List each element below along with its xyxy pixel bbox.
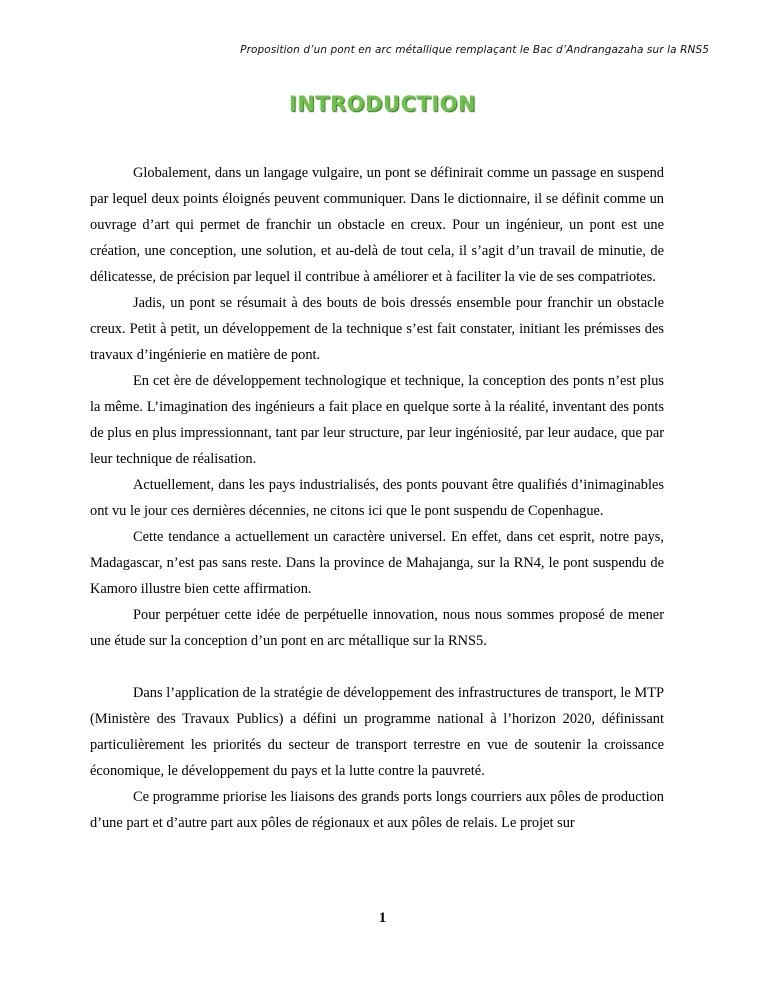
paragraph: Dans l’application de la stratégie de développement des infrastructures de transport, le MTP (Ministère des Travaux Publics) a défini un programme national à l’horizon 2020, définissant particulièrement les priorités du secteur de transport terrestre en vue de soutenir la croissance économique, le développement du pays et la lutte contre la pauvreté. bbox=[90, 685, 664, 779]
body-text bbox=[90, 160, 664, 836]
page-number: 1 bbox=[378, 910, 387, 926]
paragraph: Actuellement, dans les pays industrialisés, des ponts pouvant être qualifiés d’inimaginables ont vu le jour ces dernières décennies, ne citons ici que le pont suspendu de Copenhague. bbox=[90, 477, 664, 519]
paragraph: Jadis, un pont se résumait à des bouts de bois dressés ensemble pour franchir un obstacle creux. Petit à petit, un développement de la technique s’est fait constater, initiant les prémisses des travaux d’ingénierie en matière de pont. bbox=[90, 295, 664, 363]
section-title: INTRODUCTION bbox=[288, 92, 477, 116]
paragraph-spacer bbox=[90, 654, 664, 680]
paragraph: Cette tendance a actuellement un caractère universel. En effet, dans cet esprit, notre pays, Madagascar, n’est pas sans reste. Dans la province de Mahajanga, sur la RN4, le pont suspendu de Kamoro illustre bien cette affirmation. bbox=[90, 529, 664, 597]
running-header: Proposition d’un pont en arc métallique remplaçant le Bac d’Andrangazaha sur la RNS5 bbox=[240, 44, 709, 56]
paragraph: Ce programme priorise les liaisons des grands ports longs courriers aux pôles de production d’une part et d’autre part aux pôles de régionaux et aux pôles de relais. Le projet sur bbox=[90, 789, 664, 831]
paragraph: Globalement, dans un langage vulgaire, un pont se définirait comme un passage en suspend par lequel deux points éloignés peuvent communiquer. Dans le dictionnaire, il se définit comme un ouvrage d’art qui permet de franchir un obstacle en creux. Pour un ingénieur, un pont est une création, une conception, une solution, et au-delà de tout cela, il s’agit d’un travail de minutie, de délicatesse, de précision par lequel il contribue à améliorer et à faciliter la vie de ses compatriotes. bbox=[90, 165, 664, 285]
paragraph: Pour perpétuer cette idée de perpétuelle innovation, nous nous sommes proposé de mener une étude sur la conception d’un pont en arc métallique sur la RNS5. bbox=[90, 607, 664, 649]
paragraph: En cet ère de développement technologique et technique, la conception des ponts n’est plus la même. L’imagination des ingénieurs a fait place en quelque sorte à la réalité, inventant des ponts de plus en plus impressionnant, tant par leur structure, par leur ingéniosité, par leur audace, que par leur technique de réalisation. bbox=[90, 373, 664, 467]
